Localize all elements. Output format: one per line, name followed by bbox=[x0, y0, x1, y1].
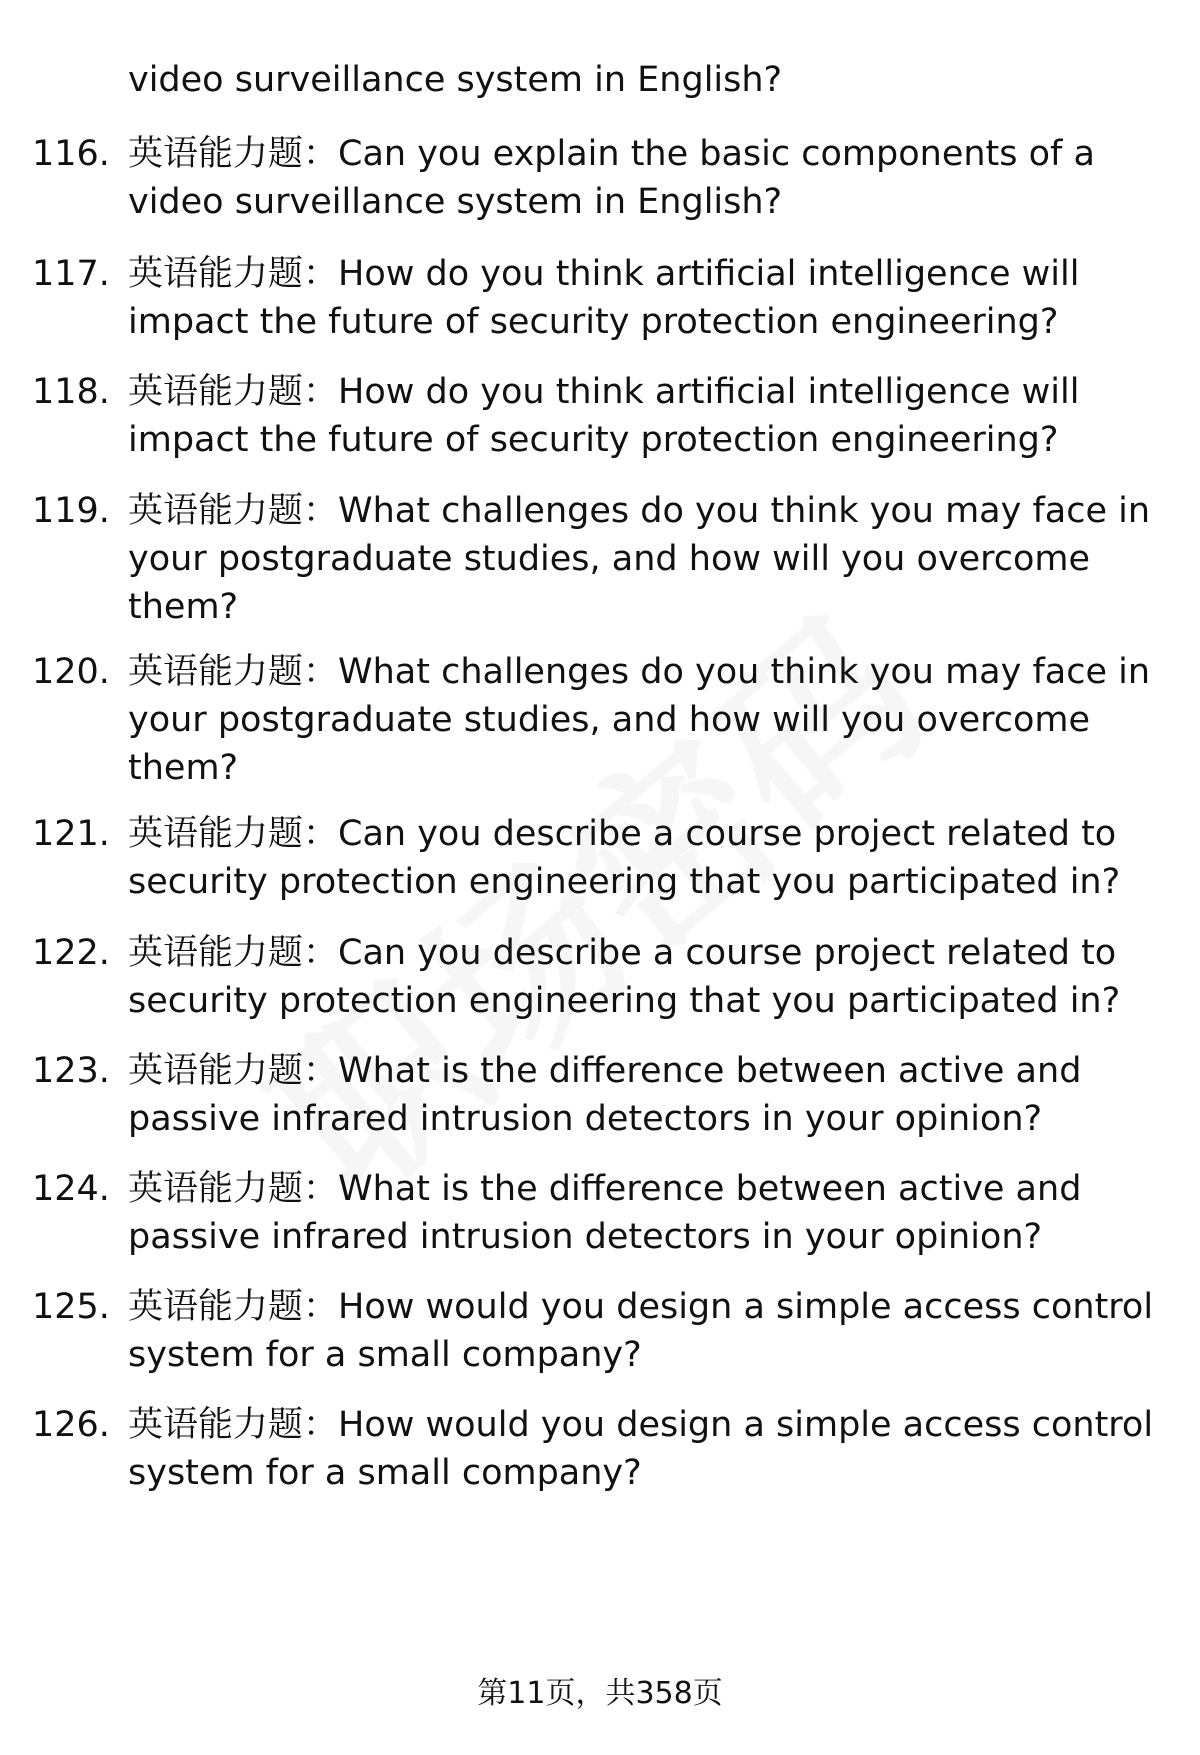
question-label: 英语能力题： bbox=[128, 1051, 339, 1091]
question-label: 英语能力题： bbox=[128, 134, 339, 174]
question-line-text: Can you explain the basic components of a bbox=[338, 134, 1095, 174]
question-line bbox=[128, 929, 1168, 977]
question-label: 英语能力题： bbox=[128, 1287, 339, 1327]
question-line: passive infrared intrusion detectors in your opinion? bbox=[128, 1217, 1043, 1257]
question-line-text: How do you think artificial intelligence will bbox=[338, 254, 1080, 294]
question-text bbox=[128, 250, 1168, 346]
question-line-text: How do you think artificial intelligence will bbox=[338, 372, 1080, 412]
question-line bbox=[128, 250, 1168, 298]
question-text bbox=[128, 1283, 1168, 1379]
question-line: them? bbox=[128, 587, 239, 627]
question-line: video surveillance system in English? bbox=[128, 182, 783, 222]
question-line bbox=[128, 487, 1168, 535]
question-line: your postgraduate studies, and how will you overcome bbox=[128, 700, 1091, 740]
continued-question-line: video surveillance system in English? bbox=[128, 60, 783, 100]
question-text bbox=[128, 1165, 1168, 1261]
question-text bbox=[128, 648, 1168, 792]
question-number: 116. bbox=[32, 134, 110, 174]
question-line: impact the future of security protection engineering? bbox=[128, 420, 1059, 460]
question-text bbox=[128, 130, 1168, 226]
question-text bbox=[128, 929, 1168, 1025]
question-number: 126. bbox=[32, 1405, 110, 1445]
question-text bbox=[128, 810, 1168, 906]
question-label: 英语能力题： bbox=[128, 814, 339, 854]
question-line bbox=[128, 1165, 1168, 1213]
question-number: 119. bbox=[32, 491, 110, 531]
question-line: your postgraduate studies, and how will you overcome bbox=[128, 539, 1091, 579]
question-line-text: What is the difference between active and bbox=[338, 1169, 1082, 1209]
question-line-text: What is the difference between active and bbox=[338, 1051, 1082, 1091]
question-line: passive infrared intrusion detectors in your opinion? bbox=[128, 1099, 1043, 1139]
question-number: 118. bbox=[32, 372, 110, 412]
question-line bbox=[128, 368, 1168, 416]
question-line-text: Can you describe a course project related to bbox=[338, 814, 1117, 854]
question-number: 117. bbox=[32, 254, 110, 294]
question-line: impact the future of security protection engineering? bbox=[128, 302, 1059, 342]
question-line: system for a small company? bbox=[128, 1453, 642, 1493]
question-label: 英语能力题： bbox=[128, 1169, 339, 1209]
question-line: them? bbox=[128, 748, 239, 788]
question-line bbox=[128, 648, 1168, 696]
question-line bbox=[128, 130, 1168, 178]
question-label: 英语能力题： bbox=[128, 491, 339, 531]
question-line bbox=[128, 1283, 1168, 1331]
question-line-text: How would you design a simple access control bbox=[338, 1405, 1154, 1445]
question-text bbox=[128, 487, 1168, 631]
question-label: 英语能力题： bbox=[128, 933, 339, 973]
question-line bbox=[128, 1401, 1168, 1449]
question-line-text: How would you design a simple access control bbox=[338, 1287, 1154, 1327]
question-line: security protection engineering that you participated in? bbox=[128, 981, 1121, 1021]
question-line-text: What challenges do you think you may face in bbox=[338, 491, 1151, 531]
question-label: 英语能力题： bbox=[128, 652, 339, 692]
question-line: security protection engineering that you participated in? bbox=[128, 862, 1121, 902]
question-label: 英语能力题： bbox=[128, 372, 339, 412]
question-number: 121. bbox=[32, 814, 110, 854]
question-number: 122. bbox=[32, 933, 110, 973]
question-number: 120. bbox=[32, 652, 110, 692]
question-text bbox=[128, 1401, 1168, 1497]
question-line: system for a small company? bbox=[128, 1335, 642, 1375]
question-number: 124. bbox=[32, 1169, 110, 1209]
question-label: 英语能力题： bbox=[128, 254, 339, 294]
question-line bbox=[128, 810, 1168, 858]
question-text bbox=[128, 1047, 1168, 1143]
question-text bbox=[128, 368, 1168, 464]
question-line bbox=[128, 1047, 1168, 1095]
page-footer: 第11页，共358页 bbox=[477, 1676, 723, 1711]
question-label: 英语能力题： bbox=[128, 1405, 339, 1445]
question-number: 125. bbox=[32, 1287, 110, 1327]
question-line-text: What challenges do you think you may face in bbox=[338, 652, 1151, 692]
question-line-text: Can you describe a course project related to bbox=[338, 933, 1117, 973]
question-number: 123. bbox=[32, 1051, 110, 1091]
